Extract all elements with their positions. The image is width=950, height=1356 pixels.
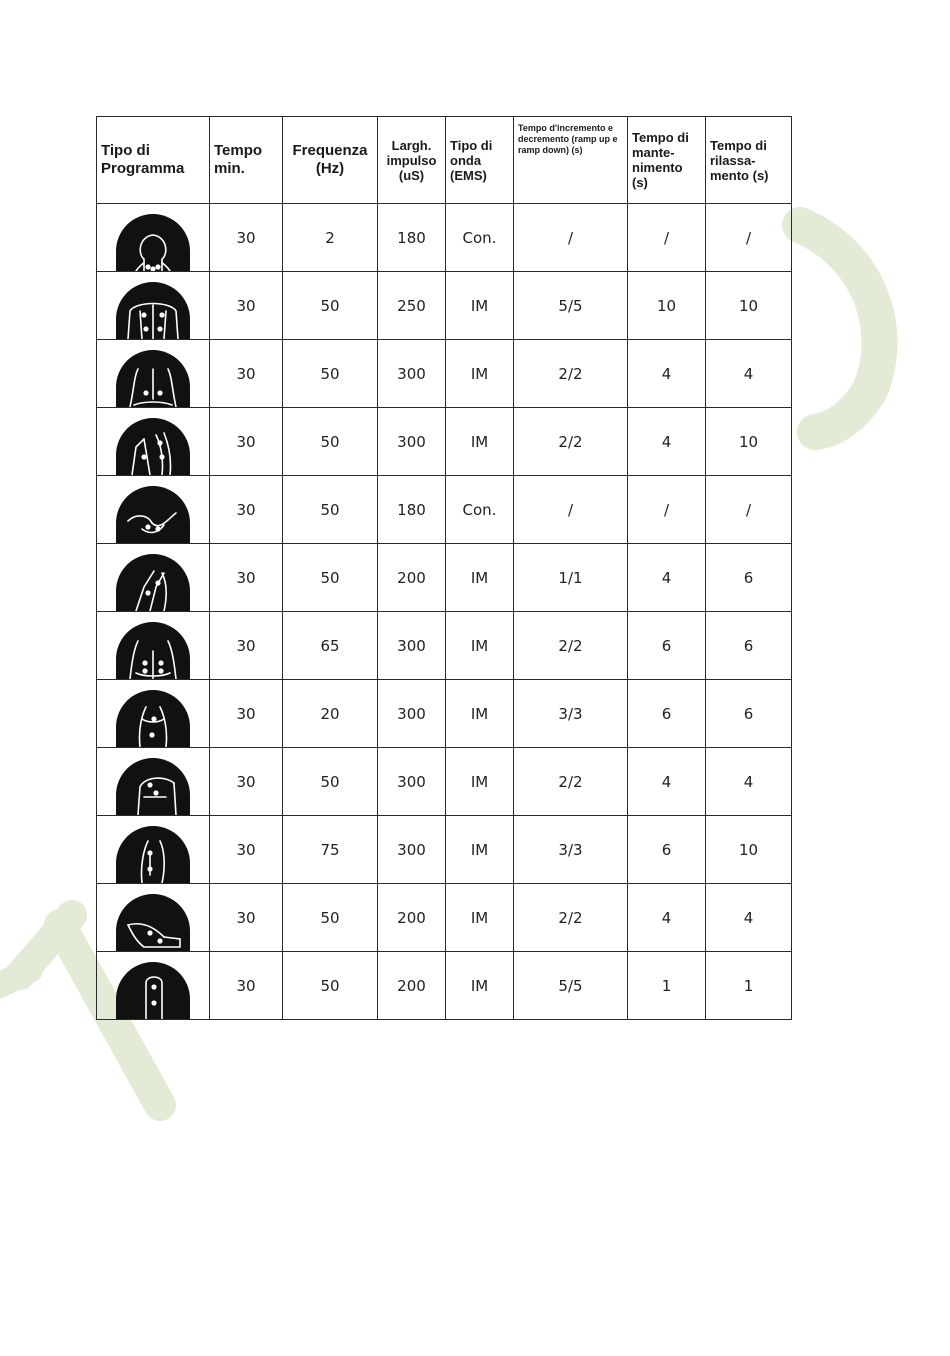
wave-type-cell: IM (446, 816, 514, 884)
table-row (97, 408, 792, 476)
lower-back-icon (114, 349, 192, 407)
ramp-time-cell: / (514, 476, 628, 544)
ramp-time-cell: 2/2 (514, 612, 628, 680)
hold-time-cell: 6 (628, 612, 706, 680)
table-row (97, 204, 792, 272)
hold-time-cell: 4 (628, 340, 706, 408)
time-cell: 30 (210, 204, 283, 272)
program-icon-cell (97, 408, 210, 476)
header-relax-time: Tempo di rilassa-mento (s) (706, 117, 792, 204)
hold-time-cell: 10 (628, 272, 706, 340)
program-icon-cell (97, 272, 210, 340)
frequency-cell: 50 (283, 544, 378, 612)
wave-type-cell: IM (446, 884, 514, 952)
header-program-type: Tipo di Programma (97, 117, 210, 204)
wave-type-cell: IM (446, 272, 514, 340)
table-row (97, 816, 792, 884)
wave-type-cell: IM (446, 612, 514, 680)
hold-time-cell: 6 (628, 680, 706, 748)
table-row (97, 612, 792, 680)
pulse-width-cell: 200 (378, 544, 446, 612)
header-hold-time: Tempo di mante-nimento (s) (628, 117, 706, 204)
relax-time-cell: 10 (706, 816, 792, 884)
time-cell: 30 (210, 340, 283, 408)
hold-time-cell: 4 (628, 408, 706, 476)
wave-type-cell: IM (446, 748, 514, 816)
time-cell: 30 (210, 748, 283, 816)
wave-type-cell: IM (446, 408, 514, 476)
pulse-width-cell: 180 (378, 204, 446, 272)
time-cell: 30 (210, 952, 283, 1020)
wave-type-cell: Con. (446, 204, 514, 272)
relax-time-cell: / (706, 204, 792, 272)
hold-time-cell: 1 (628, 952, 706, 1020)
pulse-width-cell: 300 (378, 816, 446, 884)
pulse-width-cell: 300 (378, 340, 446, 408)
knee-icon (114, 757, 192, 815)
table-row (97, 952, 792, 1020)
time-cell: 30 (210, 612, 283, 680)
ramp-time-cell: 5/5 (514, 952, 628, 1020)
program-table (96, 116, 792, 1020)
pulse-width-cell: 200 (378, 884, 446, 952)
pulse-width-cell: 180 (378, 476, 446, 544)
frequency-cell: 50 (283, 952, 378, 1020)
time-cell: 30 (210, 816, 283, 884)
frequency-cell: 2 (283, 204, 378, 272)
wave-type-cell: Con. (446, 476, 514, 544)
frequency-cell: 50 (283, 884, 378, 952)
pulse-width-cell: 200 (378, 952, 446, 1020)
time-cell: 30 (210, 544, 283, 612)
relax-time-cell: 6 (706, 544, 792, 612)
hold-time-cell: 6 (628, 816, 706, 884)
pulse-width-cell: 250 (378, 272, 446, 340)
hold-time-cell: / (628, 204, 706, 272)
time-cell: 30 (210, 476, 283, 544)
time-cell: 30 (210, 884, 283, 952)
frequency-cell: 50 (283, 476, 378, 544)
buttocks-icon (114, 621, 192, 679)
table-row (97, 884, 792, 952)
program-icon-cell (97, 204, 210, 272)
frequency-cell: 50 (283, 748, 378, 816)
pulse-width-cell: 300 (378, 680, 446, 748)
hold-time-cell: 4 (628, 884, 706, 952)
ramp-time-cell: 2/2 (514, 884, 628, 952)
header-row (97, 117, 792, 204)
hold-time-cell: / (628, 476, 706, 544)
program-icon-cell (97, 952, 210, 1020)
program-icon-cell (97, 748, 210, 816)
program-icon-cell (97, 612, 210, 680)
time-cell: 30 (210, 680, 283, 748)
calf-icon (114, 825, 192, 883)
time-cell: 30 (210, 272, 283, 340)
relax-time-cell: 10 (706, 408, 792, 476)
forearm-icon (114, 553, 192, 611)
thigh-icon (114, 689, 192, 747)
pulse-width-cell: 300 (378, 612, 446, 680)
table-row (97, 680, 792, 748)
frequency-cell: 50 (283, 408, 378, 476)
frequency-cell: 20 (283, 680, 378, 748)
relax-time-cell: 4 (706, 748, 792, 816)
ramp-time-cell: 2/2 (514, 340, 628, 408)
pulse-width-cell: 300 (378, 748, 446, 816)
program-icon-cell (97, 680, 210, 748)
ramp-time-cell: 2/2 (514, 408, 628, 476)
ramp-time-cell: 1/1 (514, 544, 628, 612)
wave-type-cell: IM (446, 952, 514, 1020)
ramp-time-cell: / (514, 204, 628, 272)
wave-type-cell: IM (446, 544, 514, 612)
ankle-icon (114, 893, 192, 951)
relax-time-cell: / (706, 476, 792, 544)
ramp-time-cell: 3/3 (514, 816, 628, 884)
chest-icon (114, 281, 192, 339)
wave-type-cell: IM (446, 680, 514, 748)
table-row (97, 748, 792, 816)
program-icon-cell (97, 816, 210, 884)
relax-time-cell: 4 (706, 884, 792, 952)
pulse-width-cell: 300 (378, 408, 446, 476)
program-icon-cell (97, 884, 210, 952)
header-time: Tempo min. (210, 117, 283, 204)
program-icon-cell (97, 340, 210, 408)
relax-time-cell: 1 (706, 952, 792, 1020)
hold-time-cell: 4 (628, 544, 706, 612)
header-wave-type: Tipo di onda (EMS) (446, 117, 514, 204)
table-row (97, 476, 792, 544)
table-row (97, 272, 792, 340)
relax-time-cell: 6 (706, 680, 792, 748)
header-frequency: Frequenza (Hz) (283, 117, 378, 204)
hold-time-cell: 4 (628, 748, 706, 816)
ramp-time-cell: 5/5 (514, 272, 628, 340)
relax-time-cell: 4 (706, 340, 792, 408)
table-row (97, 544, 792, 612)
header-pulse-width: Largh. impulso (uS) (378, 117, 446, 204)
relax-time-cell: 6 (706, 612, 792, 680)
frequency-cell: 50 (283, 340, 378, 408)
program-icon-cell (97, 544, 210, 612)
foot-sole-icon (114, 961, 192, 1019)
table-row (97, 340, 792, 408)
frequency-cell: 50 (283, 272, 378, 340)
arm-icon (114, 417, 192, 475)
wave-type-cell: IM (446, 340, 514, 408)
head-neck-icon (114, 213, 192, 271)
relax-time-cell: 10 (706, 272, 792, 340)
elbow-icon (114, 485, 192, 543)
header-ramp-time: Tempo d'incremento e decremento (ramp up e ramp down) (s) (514, 117, 628, 204)
program-icon-cell (97, 476, 210, 544)
time-cell: 30 (210, 408, 283, 476)
frequency-cell: 75 (283, 816, 378, 884)
ramp-time-cell: 2/2 (514, 748, 628, 816)
frequency-cell: 65 (283, 612, 378, 680)
ramp-time-cell: 3/3 (514, 680, 628, 748)
